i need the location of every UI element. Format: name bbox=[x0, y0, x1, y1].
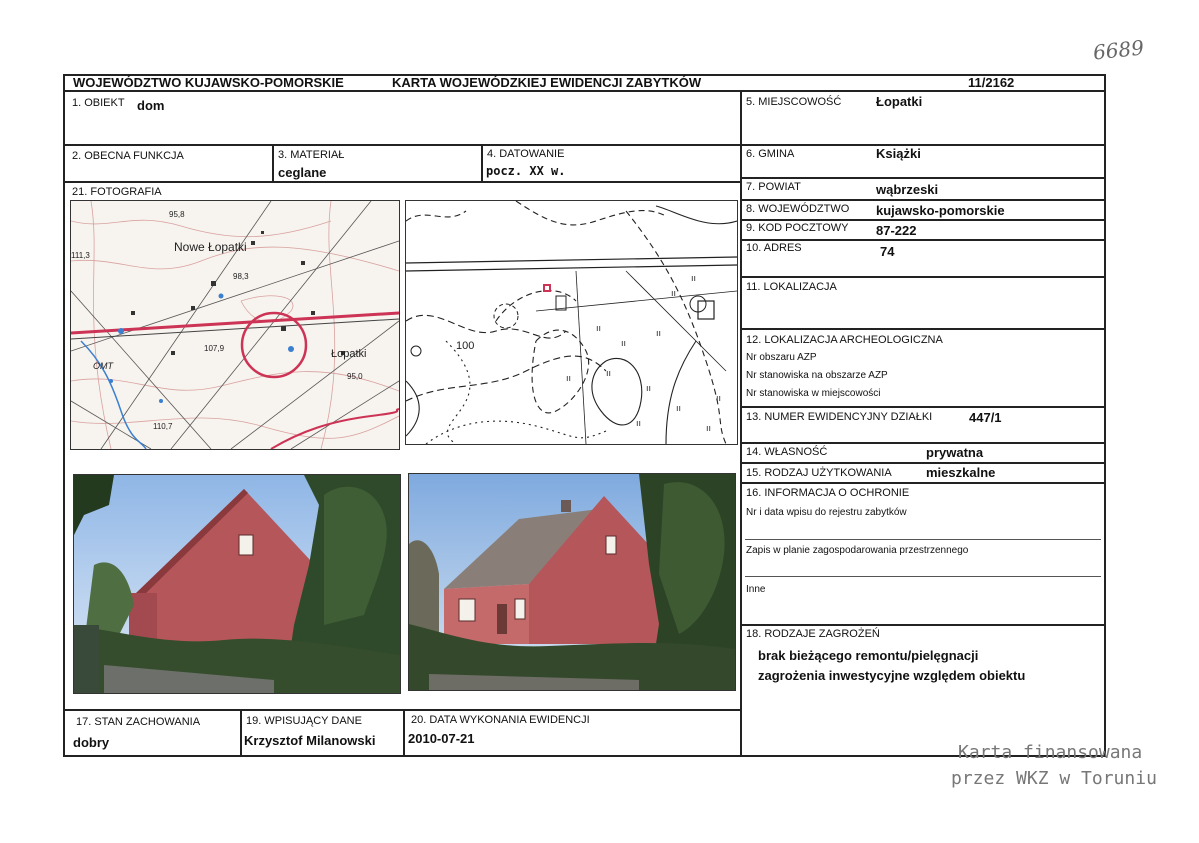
obiekt-label: 1. OBIEKT bbox=[72, 97, 125, 109]
stan-value: dobry bbox=[73, 735, 110, 750]
adres-value: 74 bbox=[880, 244, 895, 259]
cell-divider bbox=[272, 144, 274, 182]
map-height-label: 107,9 bbox=[204, 344, 225, 353]
arch-azp: Nr obszaru AZP bbox=[746, 352, 817, 363]
map-label-omt: OMT bbox=[93, 361, 113, 371]
svg-text:ıı: ıı bbox=[596, 323, 602, 333]
kod-label: 9. KOD POCZTOWY bbox=[746, 222, 849, 234]
powiat-value: wąbrzeski bbox=[876, 182, 939, 197]
obiekt-value: dom bbox=[137, 98, 165, 113]
row-divider bbox=[63, 709, 740, 711]
ochrona-inne: Inne bbox=[746, 584, 766, 595]
photo-house-side bbox=[408, 473, 736, 691]
svg-text:ıı: ıı bbox=[716, 393, 722, 403]
row-divider bbox=[740, 406, 1106, 408]
svg-text:ıı: ıı bbox=[646, 383, 652, 393]
cell-divider bbox=[240, 709, 242, 757]
ochrona-plan: Zapis w planie zagospodarowania przestrzennego bbox=[746, 545, 969, 556]
zagrozenia-label: 18. RODZAJE ZAGROŻEŃ bbox=[746, 628, 880, 640]
ochrona-label: 16. INFORMACJA O OCHRONIE bbox=[746, 487, 910, 499]
lokalizacja-label: 11. LOKALIZACJA bbox=[746, 281, 837, 293]
row-divider bbox=[740, 239, 1106, 241]
map-height-label: 111,3 bbox=[71, 251, 90, 260]
svg-text:ıı: ıı bbox=[621, 338, 627, 348]
svg-text:ıı: ıı bbox=[636, 418, 642, 428]
topographic-map-overview bbox=[70, 200, 400, 450]
row-divider bbox=[740, 199, 1106, 201]
adres-label: 10. ADRES bbox=[746, 242, 802, 254]
map-height-label: 98,3 bbox=[233, 272, 249, 281]
data-value: 2010-07-21 bbox=[408, 731, 475, 746]
row-divider bbox=[740, 624, 1106, 626]
foto-label: 21. FOTOGRAFIA bbox=[72, 186, 162, 198]
wpisujacy-value: Krzysztof Milanowski bbox=[244, 733, 376, 748]
datowanie-label: 4. DATOWANIE bbox=[487, 148, 565, 160]
map-height-label: 95,8 bbox=[169, 210, 185, 219]
stan-label: 17. STAN ZACHOWANIA bbox=[76, 716, 201, 728]
topographic-map-detail bbox=[405, 200, 738, 445]
map-overview-graphic bbox=[71, 201, 399, 449]
miejscowosc-value: Łopatki bbox=[876, 94, 923, 109]
data-label: 20. DATA WYKONANIA EWIDENCJI bbox=[411, 714, 590, 726]
gmina-value: Książki bbox=[876, 146, 921, 161]
cell-divider bbox=[481, 144, 483, 182]
material-value: ceglane bbox=[278, 165, 327, 180]
material-label: 3. MATERIAŁ bbox=[278, 149, 345, 161]
photo-house-side-graphic bbox=[409, 474, 735, 690]
svg-text:ıı: ıı bbox=[671, 288, 677, 298]
row-divider bbox=[740, 177, 1106, 179]
datowanie-value: pocz. XX w. bbox=[486, 164, 566, 178]
map-contour-label: 100 bbox=[456, 340, 475, 352]
zagrozenie-item: brak bieżącego remontu/pielęgnacji bbox=[758, 648, 979, 663]
row-divider bbox=[740, 276, 1106, 278]
powiat-label: 7. POWIAT bbox=[746, 181, 801, 193]
map-height-label: 110,7 bbox=[153, 422, 173, 431]
svg-text:ıı: ıı bbox=[606, 368, 612, 378]
cell-divider bbox=[403, 709, 405, 757]
handwritten-number: 6689 bbox=[1091, 35, 1146, 65]
sub-divider bbox=[745, 539, 1101, 540]
funkcja-label: 2. OBECNA FUNKCJA bbox=[72, 150, 184, 162]
arch-stanowisko-azp: Nr stanowiska na obszarze AZP bbox=[746, 370, 888, 381]
svg-text:ıı: ıı bbox=[706, 423, 712, 433]
svg-text:ıı: ıı bbox=[691, 273, 697, 283]
uzytkowanie-value: mieszkalne bbox=[926, 465, 996, 480]
map-label-lopatki: Łopatki bbox=[331, 348, 367, 360]
card-title: KARTA WOJEWÓDZKIEJ EWIDENCJI ZABYTKÓW bbox=[392, 75, 702, 90]
row-divider bbox=[740, 219, 1106, 221]
svg-text:ıı: ıı bbox=[566, 373, 572, 383]
funding-stamp-line-1: Karta finansowana bbox=[958, 742, 1143, 763]
wlasnosc-value: prywatna bbox=[926, 445, 984, 460]
row-divider bbox=[63, 181, 740, 183]
column-divider bbox=[740, 90, 742, 757]
photo-house-front bbox=[73, 474, 401, 694]
dzialka-value: 447/1 bbox=[969, 410, 1002, 425]
map-height-label: 95,0 bbox=[347, 372, 363, 381]
map-label-nowe-lopatki: Nowe Łopatki bbox=[174, 240, 247, 254]
row-divider bbox=[740, 328, 1106, 330]
arch-label: 12. LOKALIZACJA ARCHEOLOGICZNA bbox=[746, 334, 943, 346]
row-divider bbox=[740, 482, 1106, 484]
uzytkowanie-label: 15. RODZAJ UŻYTKOWANIA bbox=[746, 467, 892, 479]
wojewodztwo-label: 8. WOJEWÓDZTWO bbox=[746, 203, 850, 215]
wpisujacy-label: 19. WPISUJĄCY DANE bbox=[246, 715, 362, 727]
gmina-label: 6. GMINA bbox=[746, 148, 795, 160]
miejscowosc-label: 5. MIEJSCOWOŚĆ bbox=[746, 96, 842, 108]
row-divider bbox=[740, 462, 1106, 464]
svg-text:ıı: ıı bbox=[676, 403, 682, 413]
kod-value: 87-222 bbox=[876, 223, 917, 238]
card-number: 11/2162 bbox=[968, 75, 1015, 90]
wojewodztwo-value: kujawsko-pomorskie bbox=[876, 203, 1005, 218]
ochrona-rejestr: Nr i data wpisu do rejestru zabytków bbox=[746, 507, 907, 518]
sub-divider bbox=[745, 576, 1101, 577]
row-divider bbox=[63, 90, 1106, 92]
wlasnosc-label: 14. WŁASNOŚĆ bbox=[746, 446, 828, 458]
arch-stanowisko-miejscowosc: Nr stanowiska w miejscowości bbox=[746, 388, 881, 399]
dzialka-label: 13. NUMER EWIDENCYJNY DZIAŁKI bbox=[746, 411, 933, 423]
map-detail-graphic bbox=[406, 201, 737, 444]
row-divider bbox=[63, 144, 1106, 146]
zagrozenie-item: zagrożenia inwestycyjne względem obiektu bbox=[758, 668, 1026, 683]
row-divider bbox=[740, 442, 1106, 444]
region-title: WOJEWÓDZTWO KUJAWSKO-POMORSKIE bbox=[73, 75, 344, 90]
photo-house-front-graphic bbox=[74, 475, 400, 693]
funding-stamp-line-2: przez WKZ w Toruniu bbox=[951, 768, 1157, 789]
svg-text:ıı: ıı bbox=[656, 328, 662, 338]
